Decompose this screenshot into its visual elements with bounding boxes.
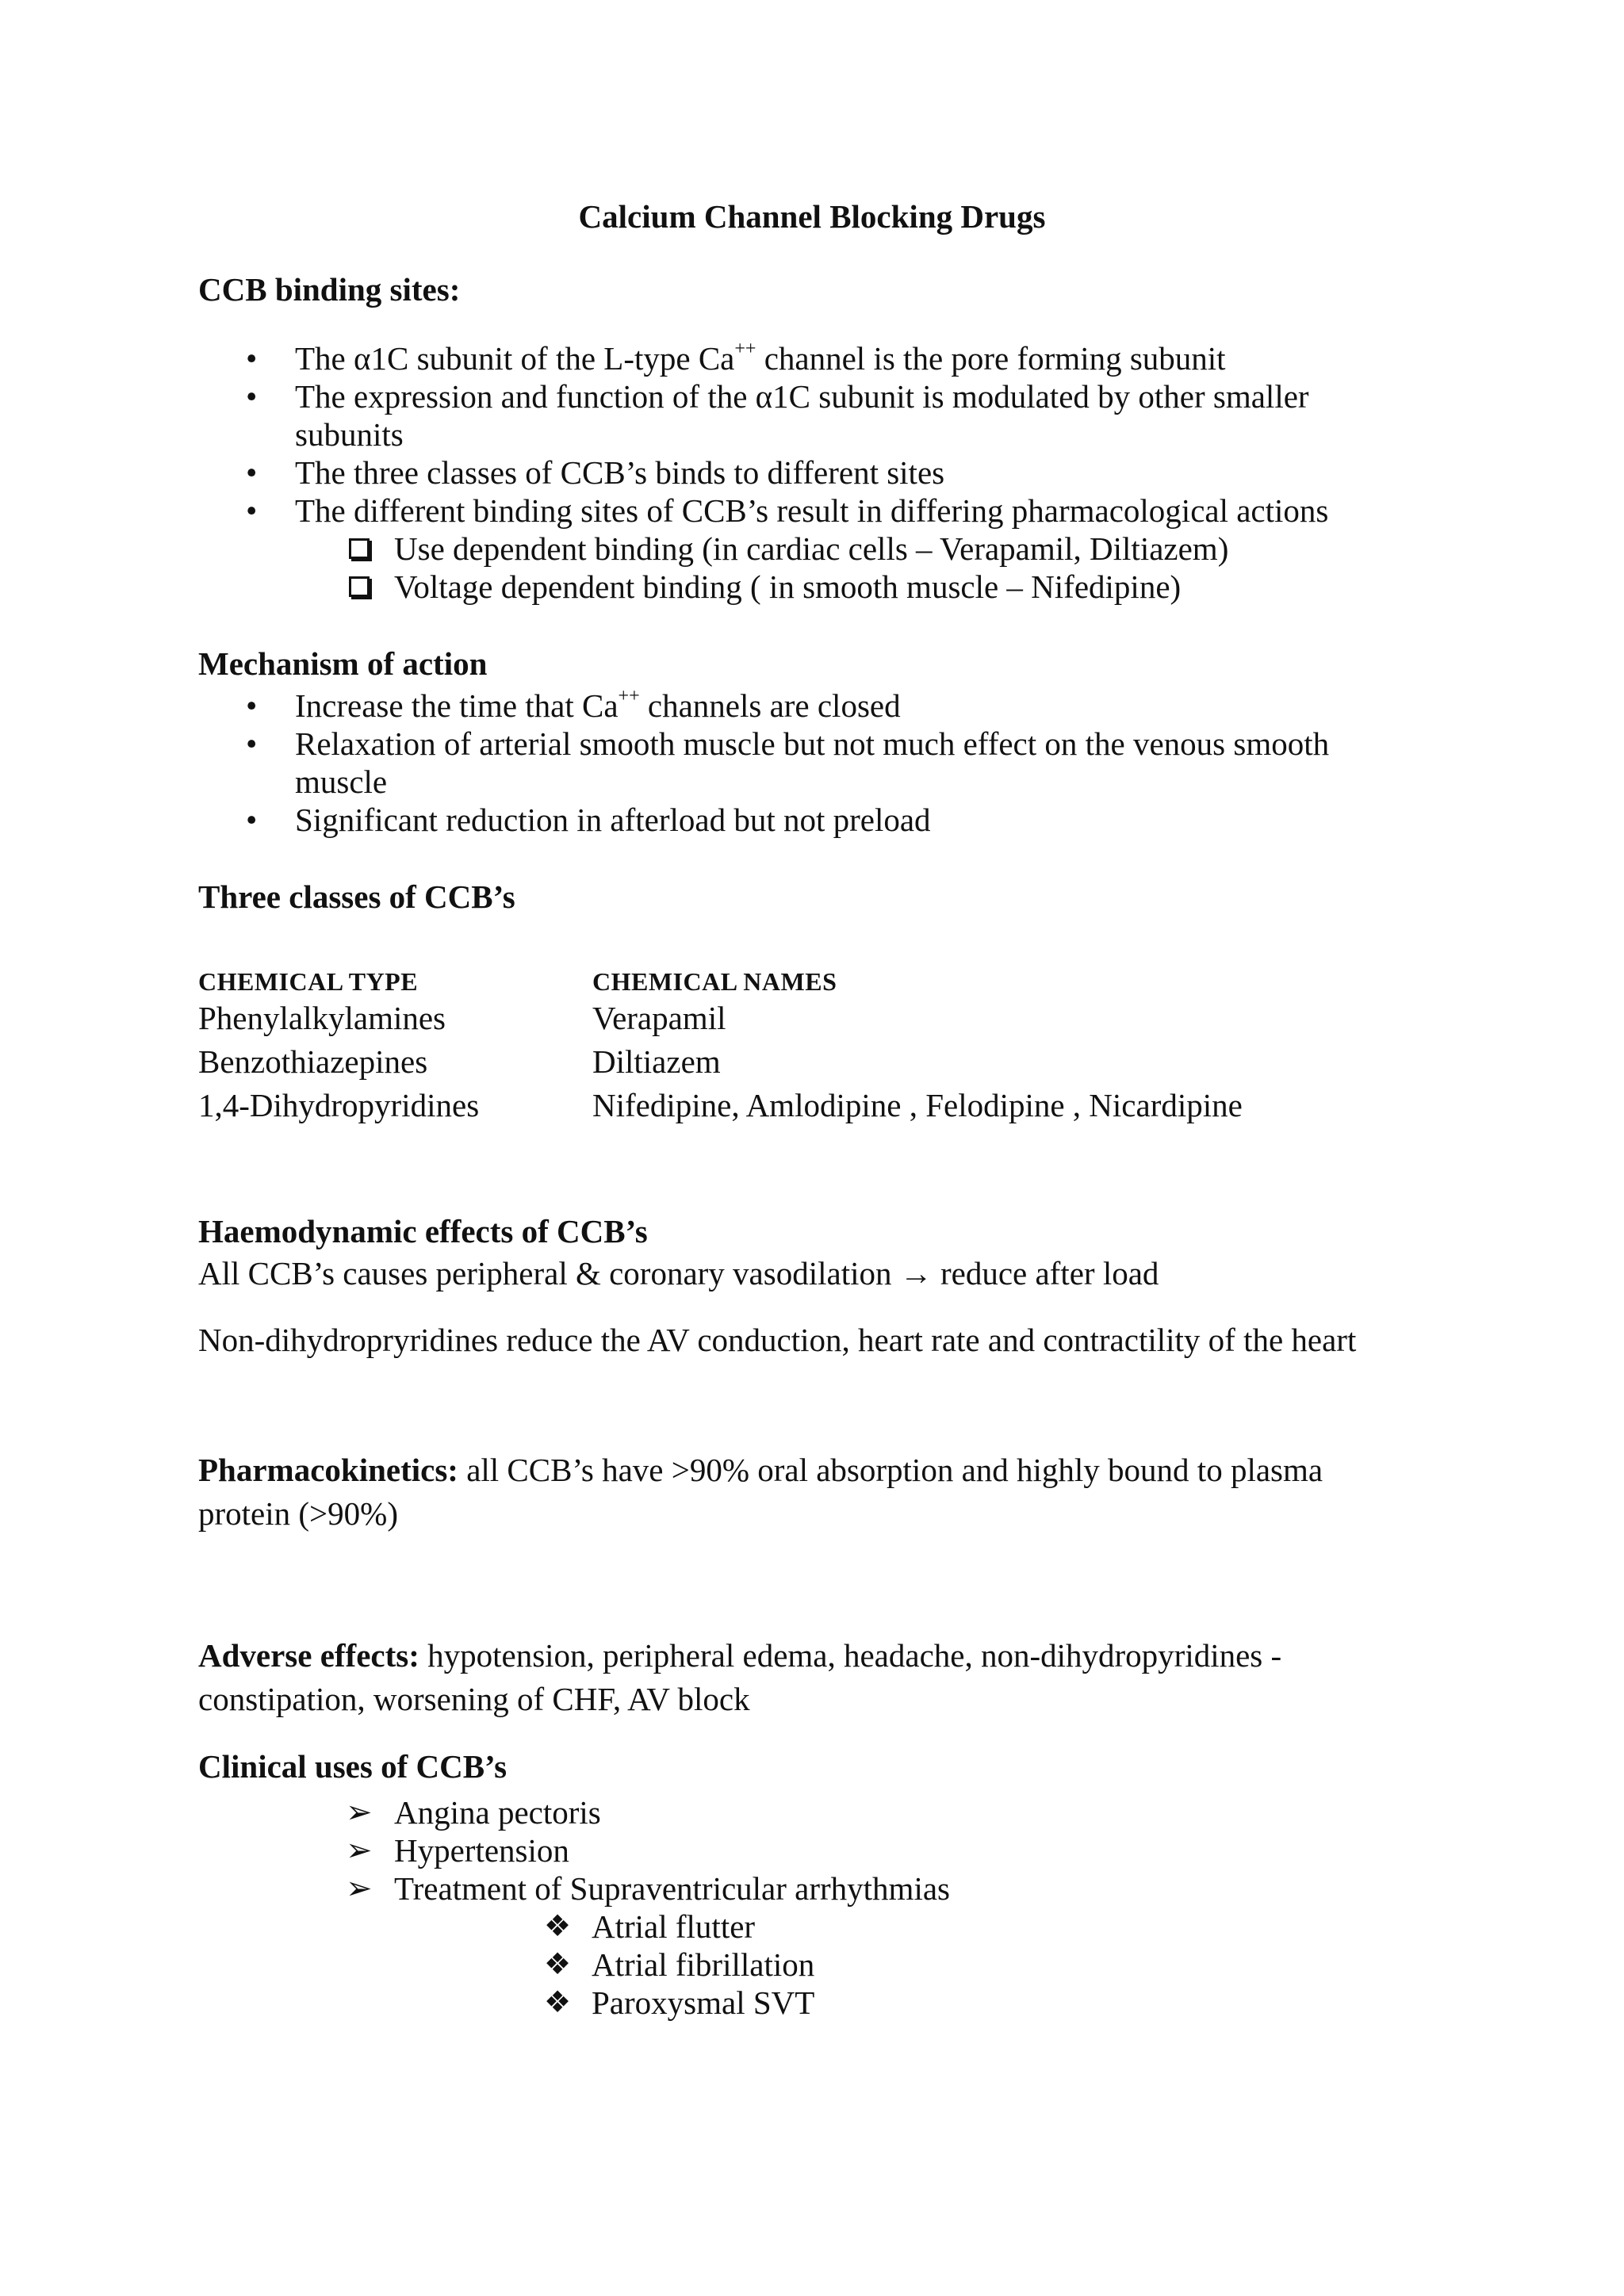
bullet-icon: • bbox=[246, 687, 258, 724]
binding-bullet-2-text-cont: subunits bbox=[295, 416, 404, 453]
clinical-use-text: Hypertension bbox=[394, 1832, 569, 1869]
arrowhead-icon: ➢ bbox=[346, 1832, 373, 1868]
pharmacokinetics-paragraph bbox=[198, 1451, 1323, 1489]
arrhythmia-text: Paroxysmal SVT bbox=[592, 1984, 815, 2021]
clinical-heading: Clinical uses of CCB’s bbox=[198, 1748, 508, 1785]
four-diamond-icon: ❖ bbox=[544, 1910, 572, 1943]
bullet-icon: • bbox=[246, 802, 258, 838]
mechanism-bullet-1-text: Increase the time that Ca bbox=[295, 687, 619, 724]
table-cell-names: Verapamil bbox=[592, 1000, 726, 1036]
four-diamond-icon: ❖ bbox=[544, 1986, 572, 2019]
table-cell-names: Nifedipine, Amlodipine , Felodipine , Nicardipine bbox=[592, 1087, 1243, 1123]
mechanism-bullet-1-text-end: channels are closed bbox=[639, 687, 901, 724]
bullet-icon: • bbox=[246, 454, 258, 491]
binding-bullet-4-text: The different binding sites of CCB’s result in differing pharmacological actions bbox=[295, 492, 1329, 529]
superscript: ++ bbox=[618, 686, 640, 707]
table-header-names: CHEMICAL NAMES bbox=[592, 967, 837, 996]
arrowhead-icon: ➢ bbox=[346, 1870, 373, 1906]
superscript: ++ bbox=[734, 339, 756, 360]
pharmacokinetics-label: Pharmacokinetics: bbox=[198, 1452, 458, 1488]
binding-sub-2-text: Voltage dependent binding ( in smooth muscle – Nifedipine) bbox=[394, 568, 1182, 605]
binding-sites-heading: CCB binding sites: bbox=[198, 271, 461, 308]
table-cell-type: 1,4-Dihydropyridines bbox=[198, 1087, 480, 1123]
mechanism-bullet-2-text-cont: muscle bbox=[295, 763, 388, 800]
bullet-icon: • bbox=[246, 340, 258, 377]
bullet-icon: • bbox=[246, 492, 258, 529]
binding-bullet-1-text: The α1C subunit of the L-type Ca bbox=[295, 340, 735, 377]
classes-heading: Three classes of CCB’s bbox=[198, 878, 515, 915]
checkbox-icon bbox=[349, 576, 370, 597]
haemodynamic-line-1: All CCB’s causes peripheral & coronary vasodilation → reduce after load bbox=[198, 1255, 1159, 1292]
binding-sub-1-text: Use dependent binding (in cardiac cells – Verapamil, Diltiazem) bbox=[394, 530, 1229, 567]
clinical-use-text: Treatment of Supraventricular arrhythmias bbox=[394, 1870, 950, 1907]
pharmacokinetics-text-cont: protein (>90%) bbox=[198, 1495, 398, 1532]
mechanism-bullet-3-text: Significant reduction in afterload but not preload bbox=[295, 802, 931, 838]
mechanism-heading: Mechanism of action bbox=[198, 645, 488, 682]
arrhythmia-text: Atrial fibrillation bbox=[592, 1946, 815, 1983]
arrowhead-icon: ➢ bbox=[346, 1794, 373, 1830]
table-header-type: CHEMICAL TYPE bbox=[198, 967, 419, 996]
page-title: Calcium Channel Blocking Drugs bbox=[578, 198, 1046, 235]
binding-bullet-1-text-end: channel is the pore forming subunit bbox=[756, 340, 1226, 377]
haemodynamic-line-2: Non-dihydropryridines reduce the AV conduction, heart rate and contractility of the heart bbox=[198, 1322, 1357, 1358]
adverse-label: Adverse effects: bbox=[198, 1637, 419, 1674]
adverse-text: hypotension, peripheral edema, headache, non-dihydropyridines - bbox=[419, 1637, 1282, 1674]
arrhythmia-text: Atrial flutter bbox=[592, 1908, 756, 1945]
table-cell-type: Phenylalkylamines bbox=[198, 1000, 446, 1036]
adverse-paragraph bbox=[198, 1636, 1281, 1674]
table-cell-type: Benzothiazepines bbox=[198, 1043, 428, 1080]
adverse-text-cont: constipation, worsening of CHF, AV block bbox=[198, 1681, 750, 1717]
table-cell-names: Diltiazem bbox=[592, 1043, 721, 1080]
four-diamond-icon: ❖ bbox=[544, 1948, 572, 1981]
bullet-icon: • bbox=[246, 378, 258, 415]
checkbox-icon bbox=[349, 538, 370, 559]
binding-bullet-2-text: The expression and function of the α1C subunit is modulated by other smaller bbox=[295, 378, 1309, 415]
pharmacokinetics-text: all CCB’s have >90% oral absorption and highly bound to plasma bbox=[458, 1452, 1323, 1488]
mechanism-bullet-2-text: Relaxation of arterial smooth muscle but not much effect on the venous smooth bbox=[295, 725, 1330, 762]
clinical-use-text: Angina pectoris bbox=[394, 1794, 601, 1831]
haemodynamic-heading: Haemodynamic effects of CCB’s bbox=[198, 1213, 648, 1249]
bullet-icon: • bbox=[246, 725, 258, 762]
binding-bullet-3-text: The three classes of CCB’s binds to different sites bbox=[295, 454, 945, 491]
